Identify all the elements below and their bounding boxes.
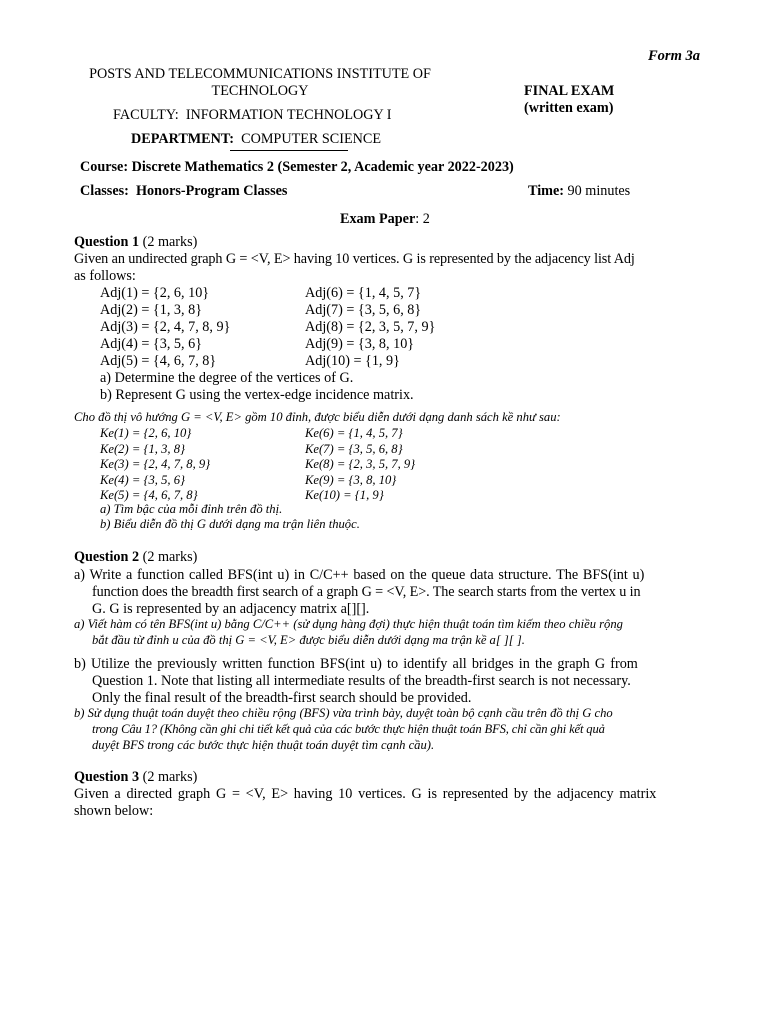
form-label: Form 3a — [648, 48, 700, 64]
q2-b-line-3: Only the final result of the breadth-first search should be provided. — [92, 690, 472, 706]
list-item: Ke(9) = {3, 8, 10} — [305, 472, 397, 487]
list-item: Ke(3) = {2, 4, 7, 8, 9} — [100, 457, 211, 471]
q1-vi-adjacency-left — [100, 425, 210, 503]
q2-a-line-1: a) Write a function called BFS(int u) in C/C++ based on the queue data structure. The BFS(int u) — [74, 567, 645, 583]
q1-title: Question 1 — [74, 234, 140, 250]
q1-vi-part-b: b) Biểu diễn đồ thị G dưới dạng ma trận liên thuộc. — [100, 517, 360, 531]
q2-a-line-2: function does the breadth first search of a graph G = <V, E>. The search starts from the vertex u in — [92, 584, 641, 600]
q1-vi-adjacency-right — [305, 425, 415, 503]
q1-adjacency-right — [305, 285, 435, 370]
exam-paper-label: Exam Paper — [340, 211, 416, 227]
classes-line — [80, 183, 287, 200]
q1-intro-line-1: Given an undirected graph G = <V, E> having 10 vertices. G is represented by the adjacency list Adj — [74, 251, 635, 267]
q1-vi-part-a: a) Tìm bậc của mỗi đỉnh trên đồ thị. — [100, 502, 283, 516]
classes-label: Classes: — [80, 183, 129, 199]
q1-vi-intro: Cho đồ thị vô hướng G = <V, E> gồm 10 đỉnh, được biểu diễn dưới dạng danh sách kề như sau: — [74, 410, 561, 424]
q3-line-1: Given a directed graph G = <V, E> having 10 vertices. G is represented by the adjacency matrix — [74, 786, 657, 802]
time-value: 90 minutes — [567, 183, 631, 199]
q1-adjacency-left — [100, 285, 230, 370]
course-line: Course: Discrete Mathematics 2 (Semester 2, Academic year 2022-2023) — [80, 159, 514, 175]
list-item: Adj(4) = {3, 5, 6} — [100, 336, 203, 352]
q1-part-a: a) Determine the degree of the vertices of G. — [100, 370, 354, 386]
department-line — [131, 131, 381, 148]
department-value: COMPUTER SCIENCE — [241, 131, 382, 147]
list-item: Ke(10) = {1, 9} — [305, 488, 384, 502]
list-item: Adj(1) = {2, 6, 10} — [100, 285, 210, 301]
q2-heading — [74, 549, 197, 566]
q3-title: Question 3 — [74, 769, 140, 785]
exam-title: FINAL EXAM — [524, 83, 615, 99]
q2-b-line-1: b) Utilize the previously written function BFS(int u) to identify all bridges in the graph G from — [74, 656, 638, 672]
list-item: Ke(1) = {2, 6, 10} — [100, 426, 192, 440]
institute-line-1: POSTS AND TELECOMMUNICATIONS INSTITUTE OF — [89, 66, 431, 82]
exam-subtitle: (written exam) — [524, 100, 614, 116]
list-item: Ke(5) = {4, 6, 7, 8} — [100, 488, 198, 502]
faculty-label: FACULTY: — [113, 107, 179, 123]
list-item: Adj(8) = {2, 3, 5, 7, 9} — [305, 319, 436, 335]
q3-heading — [74, 769, 197, 786]
q2-b-line-2: Question 1. Note that listing all intermediate results of the breadth-first search is not necessary. — [92, 673, 631, 689]
q1-intro-line-2: as follows: — [74, 268, 136, 284]
q2-vi-b-line-2: trong Câu 1? (Không cần ghi chi tiết kết quả của các bước thực hiện thuật toán BFS, chỉ cần ghi kết quả — [92, 722, 605, 736]
classes-value: Honors-Program Classes — [135, 183, 288, 199]
q3-line-2: shown below: — [74, 803, 154, 819]
q2-marks: (2 marks) — [142, 549, 198, 565]
list-item: Adj(10) = {1, 9} — [305, 353, 400, 369]
q1-marks: (2 marks) — [142, 234, 198, 250]
list-item: Adj(6) = {1, 4, 5, 7} — [305, 285, 422, 301]
faculty-line — [113, 107, 392, 124]
department-underline — [230, 150, 348, 151]
list-item: Adj(5) = {4, 6, 7, 8} — [100, 353, 217, 369]
q2-vi-a-line-1: a) Viết hàm có tên BFS(int u) bằng C/C++ (sử dụng hàng đợi) thực hiện thuật toán tìm kiếm theo chiều rộng — [74, 617, 623, 631]
list-item: Ke(4) = {3, 5, 6} — [100, 472, 186, 487]
q2-vi-a-line-2: bắt đầu từ đỉnh u của đồ thị G = <V, E> được biểu diễn dưới dạng ma trận kề a[ ][ ]. — [92, 633, 525, 647]
list-item: Adj(2) = {1, 3, 8} — [100, 302, 203, 318]
q2-title: Question 2 — [74, 549, 140, 565]
institute-line-2: TECHNOLOGY — [211, 83, 309, 99]
department-label: DEPARTMENT: — [131, 131, 235, 147]
list-item: Ke(2) = {1, 3, 8} — [100, 441, 186, 456]
list-item: Adj(3) = {2, 4, 7, 8, 9} — [100, 319, 231, 335]
q2-vi-b-line-1: b) Sử dụng thuật toán duyệt theo chiều rộng (BFS) vừa trình bày, duyệt toàn bộ cạnh cầu trên đồ thị G cho — [74, 706, 613, 720]
q1-part-b: b) Represent G using the vertex-edge incidence matrix. — [100, 387, 414, 403]
exam-paper-value: : 2 — [415, 211, 430, 227]
exam-paper-line — [340, 211, 430, 228]
q3-marks: (2 marks) — [142, 769, 198, 785]
list-item: Ke(8) = {2, 3, 5, 7, 9} — [305, 457, 416, 471]
list-item: Ke(6) = {1, 4, 5, 7} — [305, 426, 403, 440]
time-label: Time: — [528, 183, 564, 199]
faculty-value: INFORMATION TECHNOLOGY I — [185, 107, 392, 123]
time-line — [528, 183, 630, 200]
list-item: Adj(9) = {3, 8, 10} — [305, 336, 415, 352]
list-item: Ke(7) = {3, 5, 6, 8} — [305, 441, 403, 456]
q2-a-line-3: G. G is represented by an adjacency matrix a[][]. — [92, 601, 370, 617]
q2-vi-b-line-3: duyệt BFS trong các bước thực hiện thuật toán duyệt tìm cạnh cầu). — [92, 738, 435, 752]
list-item: Adj(7) = {3, 5, 6, 8} — [305, 302, 422, 318]
q1-heading — [74, 234, 197, 251]
